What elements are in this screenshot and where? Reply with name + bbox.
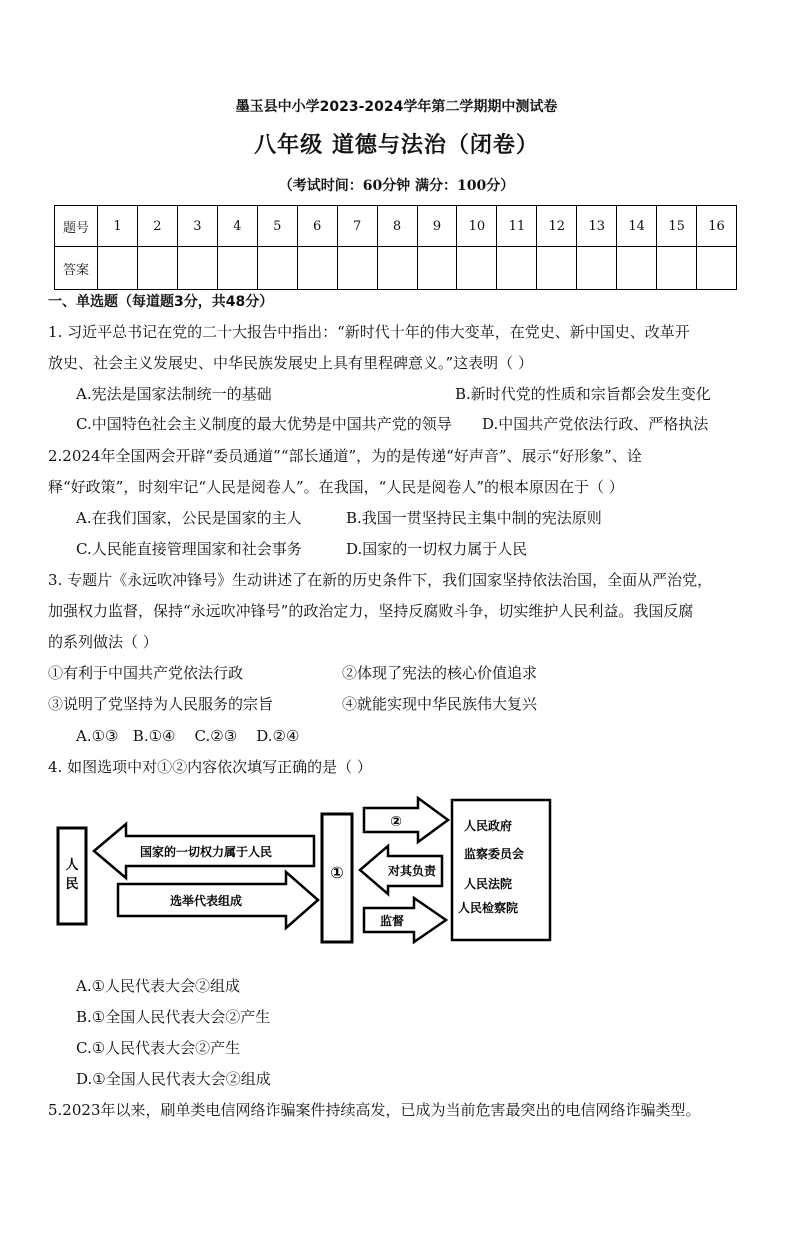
q3-stem-line1: 3. 专题片《永远吹冲锋号》生动讲述了在新的历史条件下，我们国家坚持依法治国，全面从严治党，	[48, 571, 713, 589]
answer-cell[interactable]	[257, 247, 297, 290]
school-line: 墨玉县中小学2023-2024学年第二学期期中测试卷	[235, 99, 558, 115]
question-number: 9	[417, 206, 457, 247]
people-box	[58, 828, 86, 924]
state-organs-diagram	[56, 796, 556, 946]
people-char-1: 人	[65, 858, 79, 873]
q3-statement-1: ①有利于中国共产党依法行政	[48, 664, 244, 682]
answer-cell[interactable]	[297, 247, 337, 290]
people-label-2	[65, 877, 78, 892]
question-number: 13	[577, 206, 617, 247]
q3-statement-3: ③说明了党坚持为人民服务的宗旨	[48, 695, 274, 713]
answer-cell[interactable]	[337, 247, 377, 290]
answer-row	[55, 247, 737, 290]
row-label: 题号	[55, 206, 98, 247]
question-number-row	[55, 206, 737, 247]
question-number: 12	[537, 206, 577, 247]
q2-stem-line2: 释“好政策”，时刻牢记“人民是阅卷人”。在我国，“人民是阅卷人”的根本原因在于（ ）	[48, 478, 624, 496]
diagram-svg	[56, 796, 556, 946]
answer-cell[interactable]	[617, 247, 657, 290]
q3-statement-2: ②体现了宪法的核心价值追求	[342, 664, 538, 682]
arrow-top-label: 国家的一切权力属于人民	[139, 845, 273, 859]
q5-stem-line1: 5.2023年以来，刷单类电信网络诈骗案件持续高发，已成为当前危害最突出的电信网络诈骗类型。	[48, 1101, 701, 1119]
section-heading: 一、单选题（每道题3分，共48分）	[48, 294, 274, 310]
q2-stem-line1: 2.2024年全国两会开辟“委员通道”“部长通道”，为的是传递“好声音”、展示“好形象”、诠	[48, 447, 642, 465]
question-number: 14	[617, 206, 657, 247]
q1-option-c[interactable]: C.中国特色社会主义制度的最大优势是中国共产党的领导	[76, 415, 452, 433]
arrow-left-mid-label: 对其负责	[387, 864, 437, 878]
answer-cell[interactable]	[98, 247, 138, 290]
arrow-right-top	[364, 798, 448, 842]
organ-supervision: 监察委员会	[464, 847, 525, 861]
q4-option-d[interactable]: D.①全国人民代表大会②组成	[76, 1070, 271, 1088]
answer-cell[interactable]	[537, 247, 577, 290]
q3-stem-line3: 的系列做法（ ）	[48, 633, 158, 651]
q1-stem-line1: 1. 习近平总书记在党的二十大报告中指出：“新时代十年的伟大变革，在党史、新中国史、改革开	[48, 323, 690, 341]
q4-stem: 4. 如图选项中对①②内容依次填写正确的是（ ）	[48, 758, 372, 776]
answer-table	[54, 205, 737, 290]
arrow-bottom-label: 选举代表组成	[169, 894, 243, 908]
center-label: ①	[330, 863, 344, 882]
q3-options[interactable]: A.①③ B.①④ C.②③ D.②④	[76, 727, 300, 745]
q1-option-a[interactable]: A.宪法是国家法制统一的基础	[76, 385, 272, 403]
answer-cell[interactable]	[137, 247, 177, 290]
answer-cell[interactable]	[577, 247, 617, 290]
answer-cell[interactable]	[417, 247, 457, 290]
question-number: 15	[657, 206, 697, 247]
answer-cell[interactable]	[217, 247, 257, 290]
answer-cell[interactable]	[697, 247, 737, 290]
organ-government: 人民政府	[464, 819, 513, 833]
answer-cell[interactable]	[377, 247, 417, 290]
question-number: 11	[497, 206, 537, 247]
question-number: 16	[697, 206, 737, 247]
people-char-2: 民	[65, 877, 79, 892]
q2-option-c[interactable]: C.人民能直接管理国家和社会事务	[76, 540, 302, 558]
q3-statement-4: ④就能实现中华民族伟大复兴	[342, 695, 538, 713]
q2-option-b[interactable]: B.我国一贯坚持民主集中制的宪法原则	[346, 509, 602, 527]
question-number: 1	[98, 206, 138, 247]
exam-info: （考试时间：60分钟 满分：100分）	[278, 178, 515, 194]
exam-title: 八年级 道德与法治（闭卷）	[254, 133, 539, 158]
arrow-right-top-label: ②	[390, 814, 402, 830]
q1-option-b[interactable]: B.新时代党的性质和宗旨都会发生变化	[455, 385, 711, 403]
q2-option-d[interactable]: D.国家的一切权力属于人民	[346, 540, 528, 558]
question-number: 5	[257, 206, 297, 247]
q4-option-c[interactable]: C.①人民代表大会②产生	[76, 1039, 241, 1057]
q3-stem-line2: 加强权力监督，保持“永远吹冲锋号”的政治定力，坚持反腐败斗争，切实维护人民利益。我国反腐	[48, 602, 694, 620]
question-number: 2	[137, 206, 177, 247]
q4-option-a[interactable]: A.①人民代表大会②组成	[76, 977, 241, 995]
q2-option-a[interactable]: A.在我们国家，公民是国家的主人	[76, 509, 302, 527]
organ-procuratorate: 人民检察院	[458, 901, 519, 915]
q1-stem-line2: 放史、社会主义发展史、中华民族发展史上具有里程碑意义。”这表明（ ）	[48, 354, 533, 372]
question-number: 3	[177, 206, 217, 247]
question-number: 10	[457, 206, 497, 247]
row-label: 答案	[55, 247, 98, 290]
answer-cell[interactable]	[457, 247, 497, 290]
answer-cell[interactable]	[657, 247, 697, 290]
question-number: 4	[217, 206, 257, 247]
q1-option-d[interactable]: D.中国共产党依法行政、严格执法	[482, 415, 709, 433]
q4-option-b[interactable]: B.①全国人民代表大会②产生	[76, 1008, 271, 1026]
arrow-right-bottom-2	[364, 898, 446, 942]
answer-cell[interactable]	[497, 247, 537, 290]
organ-court: 人民法院	[464, 877, 513, 891]
arrow-supervise-label: 监督	[379, 914, 405, 928]
question-number: 7	[337, 206, 377, 247]
answer-cell[interactable]	[177, 247, 217, 290]
question-number: 6	[297, 206, 337, 247]
question-number: 8	[377, 206, 417, 247]
people-label-1	[65, 858, 78, 873]
